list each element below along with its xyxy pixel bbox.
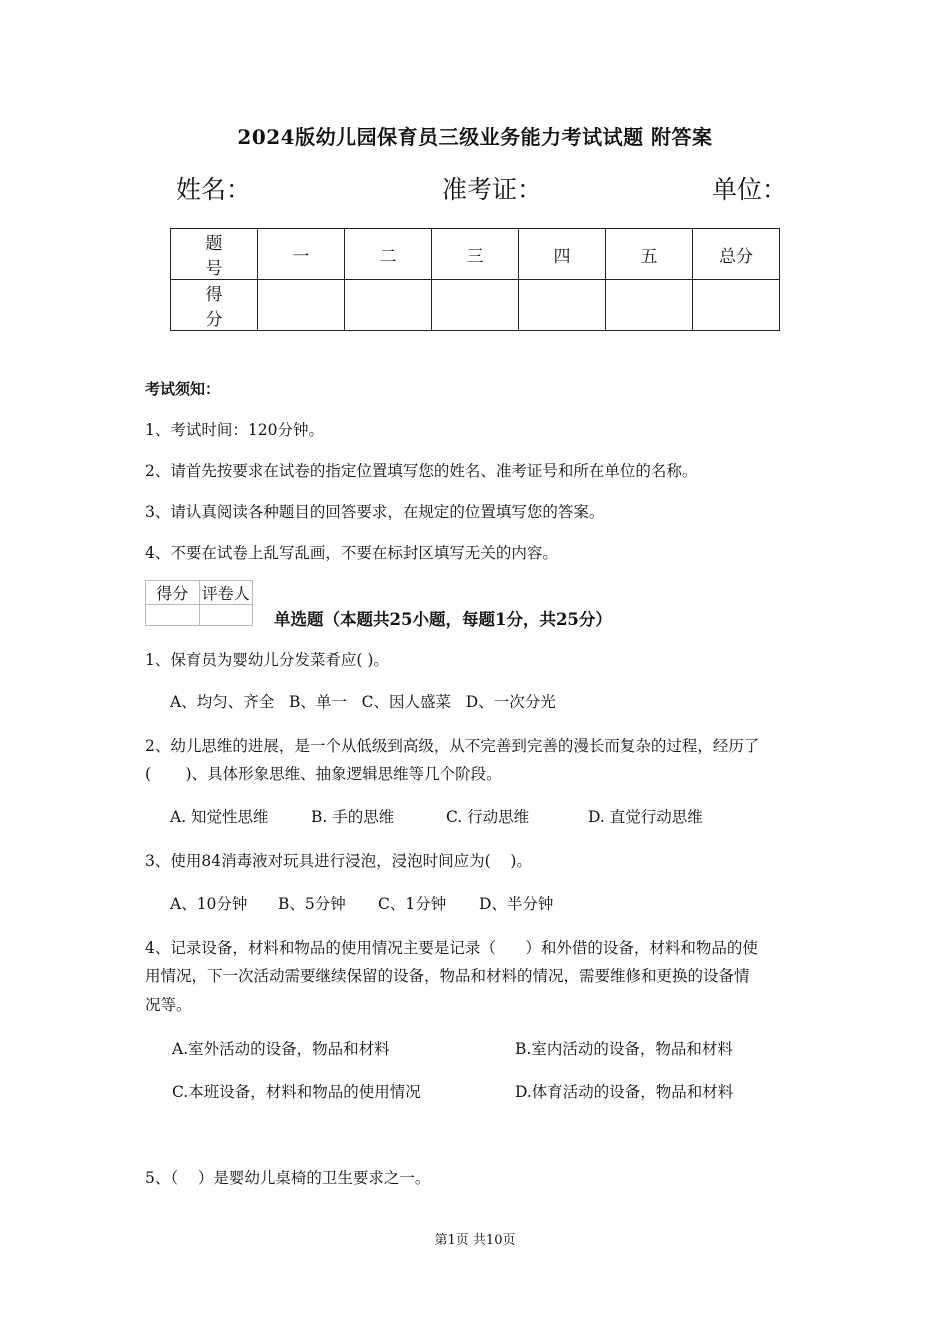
grader-box bbox=[145, 580, 253, 626]
notice-item: 4、不要在试卷上乱写乱画，不要在标封区填写无关的内容。 bbox=[145, 544, 558, 562]
unit-label: 单位： bbox=[712, 175, 788, 204]
question-4-stem-line: 况等。 bbox=[145, 996, 192, 1014]
question-4-stem-line: 用情况，下一次活动需要继续保留的设备，物品和材料的情况，需要维修和更换的设备情 bbox=[145, 967, 750, 985]
notice-heading: 考试须知： bbox=[145, 380, 221, 398]
section-title: 单选题（本题共25小题，每题1分，共25分） bbox=[274, 610, 612, 629]
notice-item: 1、考试时间：120分钟。 bbox=[145, 421, 324, 439]
question-2-option-a: A. 知觉性思维 bbox=[170, 808, 269, 826]
score-header-cell: 四 bbox=[519, 229, 606, 280]
score-header-cell: 题 号 bbox=[171, 229, 258, 280]
question-1-stem: 1、保育员为婴幼儿分发菜肴应( )。 bbox=[145, 651, 389, 669]
document-title: 2024版幼儿园保育员三级业务能力考试试题 附答案 bbox=[237, 125, 713, 149]
name-label: 姓名： bbox=[176, 175, 252, 204]
score-cell[interactable] bbox=[345, 280, 432, 331]
grader-score-label: 得分 bbox=[146, 581, 200, 605]
grader-name-cell[interactable] bbox=[199, 605, 253, 626]
exam-id-label: 准考证： bbox=[442, 175, 543, 204]
score-cell[interactable] bbox=[432, 280, 519, 331]
score-header-cell: 总分 bbox=[693, 229, 780, 280]
question-3-option-a: A、10分钟 bbox=[170, 895, 248, 913]
question-2-option-b: B. 手的思维 bbox=[311, 808, 395, 826]
question-4-option-c: C.本班设备，材料和物品的使用情况 bbox=[172, 1083, 421, 1101]
score-header-cell: 二 bbox=[345, 229, 432, 280]
question-2-stem-line: ( )、具体形象思维、抽象逻辑思维等几个阶段。 bbox=[145, 765, 502, 783]
notice-item: 3、请认真阅读各种题目的回答要求，在规定的位置填写您的答案。 bbox=[145, 503, 605, 521]
score-cell[interactable] bbox=[258, 280, 345, 331]
question-5-stem: 5、（ ）是婴幼儿桌椅的卫生要求之一。 bbox=[145, 1169, 431, 1187]
question-1-options: A、均匀、齐全 B、单一 C、因人盛菜 D、一次分光 bbox=[170, 693, 556, 711]
question-3-option-c: C、1分钟 bbox=[378, 895, 447, 913]
question-2-option-c: C. 行动思维 bbox=[446, 808, 530, 826]
score-cell[interactable] bbox=[519, 280, 606, 331]
notice-item: 2、请首先按要求在试卷的指定位置填写您的姓名、准考证号和所在单位的名称。 bbox=[145, 462, 698, 480]
grader-name-label: 评卷人 bbox=[199, 581, 253, 605]
question-3-option-d: D、半分钟 bbox=[479, 895, 554, 913]
score-row-label: 得 分 bbox=[171, 280, 258, 331]
grader-score-cell[interactable] bbox=[146, 605, 200, 626]
score-table bbox=[170, 228, 780, 331]
question-4-option-a: A.室外活动的设备，物品和材料 bbox=[172, 1040, 390, 1058]
score-cell[interactable] bbox=[606, 280, 693, 331]
score-table-header-row bbox=[171, 229, 780, 280]
question-4-stem-line: 4、记录设备，材料和物品的使用情况主要是记录（ ）和外借的设备，材料和物品的使 bbox=[145, 939, 758, 957]
question-2-option-d: D. 直觉行动思维 bbox=[588, 808, 703, 826]
score-table-score-row bbox=[171, 280, 780, 331]
score-header-cell: 三 bbox=[432, 229, 519, 280]
question-4-option-d: D.体育活动的设备，物品和材料 bbox=[515, 1083, 734, 1101]
page-footer: 第1页 共10页 bbox=[434, 1233, 516, 1248]
score-header-cell: 一 bbox=[258, 229, 345, 280]
score-cell[interactable] bbox=[693, 280, 780, 331]
question-3-stem: 3、使用84消毒液对玩具进行浸泡，浸泡时间应为( )。 bbox=[145, 852, 532, 870]
question-3-option-b: B、5分钟 bbox=[278, 895, 346, 913]
score-header-cell: 五 bbox=[606, 229, 693, 280]
question-2-stem-line: 2、幼儿思维的进展，是一个从低级到高级，从不完善到完善的漫长而复杂的过程，经历了 bbox=[145, 737, 760, 755]
question-4-option-b: B.室内活动的设备，物品和材料 bbox=[515, 1040, 733, 1058]
